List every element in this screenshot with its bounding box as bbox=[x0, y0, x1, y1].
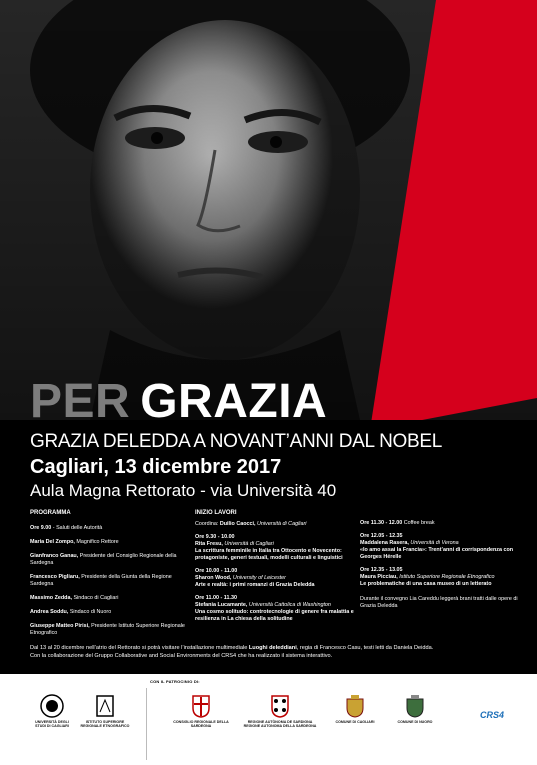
nuoro-crest-icon bbox=[404, 694, 426, 718]
afternoon-column bbox=[360, 520, 520, 616]
lavori-column bbox=[195, 510, 355, 629]
sardinia-region-crest-icon bbox=[270, 694, 290, 718]
programma-item: Francesco Pigliaru, Presidente della Giunta della Regione Sardegna bbox=[30, 573, 172, 587]
sponsor-strip bbox=[0, 674, 537, 765]
patrocinio-label: CON IL PATROCINIO DI: bbox=[150, 679, 200, 684]
crs4-logo-icon: CRS4 bbox=[479, 710, 504, 720]
event-date: Cagliari, 13 dicembre 2017 bbox=[30, 456, 282, 478]
session-item: Ore 9.30 - 10.00 Rita Fresu, Università di Cagliari La scrittura femminile in Italia tra Ottocento e Novecento: protagoniste, generi testuali, modelli culturali e linguistici bbox=[195, 533, 343, 561]
logo-nuoro: COMUNE DI NUORO bbox=[390, 694, 440, 724]
programma-heading: PROGRAMMA bbox=[30, 510, 71, 516]
session-item: Ore 10.00 - 11.00 Sharon Wood, University of Leicester Arte e realtà: i primi romanzi di Grazia Deledda bbox=[195, 567, 315, 588]
logo-isre: ISTITUTO SUPERIORE REGIONALE ETNOGRAFICO bbox=[80, 694, 130, 729]
logo-crs4 bbox=[472, 710, 512, 720]
programma-item: Gianfranco Ganau, Presidente del Consiglio Regionale della Sardegna bbox=[30, 552, 177, 566]
session-item: Ore 11.30 - 12.00 Coffee break bbox=[360, 520, 435, 526]
session-item: Ore 11.00 - 11.30 Stefania Lucamante, Università Cattolica di Washington Una cosmo solitudo: controtecnologie di genere fra malattia e resilienza in La chiesa della solitudine bbox=[195, 594, 354, 622]
divider bbox=[146, 688, 147, 760]
logo-consiglio: CONSIGLIO REGIONALE DELLA SARDEGNA bbox=[170, 694, 232, 729]
sardinia-crest-icon bbox=[191, 694, 211, 718]
session-item: Ore 12.05 - 12.35 Maddalena Rasera, Università di Verona «Io amo assai la Francia»: Trent’anni di corrispondenza con Georges Hérelle bbox=[360, 533, 514, 561]
programma-item: Andrea Soddu, Sindaco di Nuoro bbox=[30, 608, 112, 615]
event-venue: Aula Magna Rettorato - via Università 40 bbox=[30, 481, 337, 500]
cagliari-crest-icon bbox=[344, 694, 366, 718]
installation-footnote: Dal 13 al 20 dicembre nell’atrio del Rettorato si potrà visitare l’installazione multimediale Luoghi deleddiani, regia di Francesco Casu, testi letti da Daniela Deidda. Con la collaborazione del Gruppo Collaborative and Social Environments del CRS4 che ha realizzato il sistema interattivo. bbox=[30, 645, 434, 660]
programma-item: Ore 9.00 - Saluti delle Autorità bbox=[30, 524, 103, 531]
title-grazia: GRAZIA bbox=[140, 375, 328, 428]
logo-university: UNIVERSITÀ DEGLI STUDI DI CAGLIARI bbox=[32, 694, 72, 729]
logo-regione: REGIONE AUTÒNOMA DE SARDIGNA REGIONE AUTONOMA DELLA SARDEGNA bbox=[240, 694, 320, 729]
programma-item: Massimo Zedda, Sindaco di Cagliari bbox=[30, 594, 119, 601]
programma-item: Maria Del Zompo, Magnifico Rettore bbox=[30, 538, 119, 545]
reading-note: Durante il convegno Lia Careddu leggerà brani tratti dalle opere di Grazia Deledda bbox=[360, 596, 518, 610]
isre-emblem-icon bbox=[94, 694, 116, 718]
coordinator-line: Coordina: Duilio Caocci, Università di Cagliari bbox=[195, 520, 307, 527]
main-title bbox=[30, 372, 327, 426]
logo-cagliari: COMUNE DI CAGLIARI bbox=[330, 694, 380, 724]
subtitle: GRAZIA DELEDDA A NOVANT’ANNI DAL NOBEL bbox=[30, 431, 442, 452]
session-item: Ore 12.35 - 13.05 Maura Picciau, Istituto Superiore Regionale Etnografico Le problematiche di una casa museo di un letterato bbox=[360, 567, 495, 588]
programma-column bbox=[30, 510, 190, 644]
university-seal-icon bbox=[40, 694, 64, 718]
lavori-heading: INIZIO LAVORI bbox=[195, 510, 237, 516]
programma-item: Giuseppe Matteo Pirisi, Presidente Istituto Superiore Regionale Etnografico bbox=[30, 622, 185, 636]
title-per: PER bbox=[30, 375, 131, 428]
